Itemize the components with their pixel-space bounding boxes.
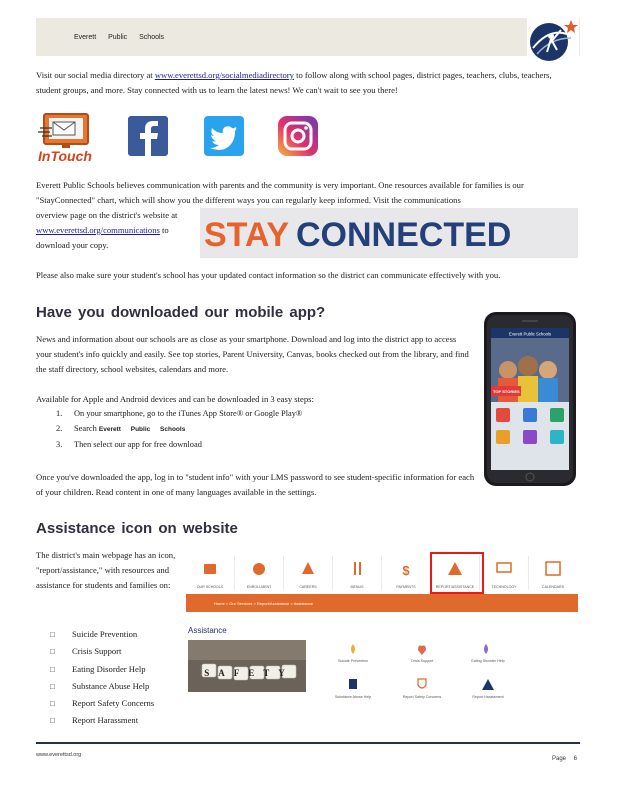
intro-text-before: Visit our social media directory at: [36, 70, 155, 80]
assistance-list: [50, 626, 154, 730]
stay-connected-text: Everett Public Schools believes communication with parents and the community is very important. One resources available for families is our "StayConnected" chart, which will show you the different ways you can regularly keep informed. Visit the communications: [36, 180, 524, 205]
app-paragraph-text: News and information about our schools are as close as your smartphone. Download and log into the district app to access your student's info quickly and easily. See top stories, Parent University, Canvas, books checked out from the library, and find the staff directory, school websites, calendars and more.: [36, 334, 469, 374]
footer-site: www.everettsd.org: [36, 752, 82, 758]
web-nav-label: PAYMENTS: [396, 585, 416, 589]
district-logo: [527, 16, 579, 64]
app-availability-text: Available for Apple and Android devices and can be downloaded in 3 easy steps:: [36, 394, 314, 404]
assistance-paragraph-text: The district's main webpage has an icon, "report/assistance," with resources and assistance for students and families on:: [36, 550, 176, 590]
assistance-list-item: [50, 678, 154, 695]
intouch-label: InTouch: [38, 148, 92, 164]
instagram-icon[interactable]: [276, 112, 320, 164]
web-link-label: Report Safety Concerns: [402, 695, 442, 699]
web-nav-label: OUR SCHOOLS: [196, 585, 224, 589]
bullet-icon: □: [50, 630, 55, 639]
facebook-icon[interactable]: [126, 112, 170, 164]
download-step: [56, 437, 302, 452]
header-school-name: Everett Public Schools: [74, 34, 165, 41]
web-link-label: Substance Abuse Help: [334, 695, 372, 699]
communications-after: to: [159, 225, 169, 235]
assistance-item-label: Report Harassment: [72, 715, 139, 726]
app-login-paragraph: [36, 470, 476, 500]
app-login-text: Once you've downloaded the app, log in to "student info" with your LMS password to see student-specific information for each of your children. Read content in one of many languages available in the settings.: [36, 472, 475, 497]
web-nav-label: TECHNOLOGY: [491, 585, 517, 589]
communications-overview-text: [36, 208, 198, 253]
assistance-item-label: Eating Disorder Help: [72, 663, 146, 674]
web-link-label: Eating Disorder Help: [471, 659, 505, 663]
bullet-icon: □: [50, 647, 55, 657]
assistance-item-label: Suicide Prevention: [72, 629, 138, 639]
bullet-icon: □: [50, 716, 55, 726]
assistance-item-label: Report Safety Concerns: [72, 698, 155, 709]
twitter-icon[interactable]: [202, 112, 246, 164]
web-nav-label: MENUS: [350, 585, 364, 589]
payments-icon: $: [402, 563, 410, 578]
web-link-label: Crisis Support: [410, 659, 434, 663]
app-section-heading: Have you downloaded our mobile app?: [36, 304, 326, 321]
download-steps-list: [56, 406, 302, 452]
update-contact-note: [36, 268, 584, 283]
banner-stay-text: STAY: [204, 216, 290, 254]
menus-icon: [354, 562, 356, 575]
bullet-icon: □: [50, 664, 55, 674]
web-nav-label: REPORT/ASSISTANCE: [435, 585, 475, 589]
bullet-icon: □: [50, 681, 55, 691]
step-text: Search: [74, 424, 99, 433]
web-link-label: Suicide Prevention: [338, 659, 368, 663]
assistance-list-item: [50, 695, 154, 712]
bullet-icon: □: [50, 699, 55, 709]
schools-icon: [204, 564, 216, 574]
stay-connected-paragraph: [36, 178, 578, 208]
step-text: Then select our app for free download: [74, 440, 202, 449]
stay-connected-banner: [200, 208, 578, 258]
header-bar: [36, 18, 580, 56]
step-number: 1.: [56, 409, 63, 418]
web-nav-label: CAREERS: [299, 585, 317, 589]
assistance-paragraph: [36, 548, 176, 593]
web-breadcrumb: Home > Our Services > Report/Assistance > Assistance: [214, 601, 314, 606]
website-screenshot: [186, 552, 578, 712]
step-number: 2.: [56, 424, 63, 433]
banner-connected-text: CONNECTED: [296, 216, 512, 254]
web-page-title: Assistance: [188, 626, 227, 635]
social-media-directory-link[interactable]: www.everettsd.org/socialmediadirectory: [154, 70, 294, 80]
phone-banner: TOP STORIES: [493, 389, 520, 394]
step-text: On your smartphone, go to the iTunes App Store® or Google Play®: [74, 409, 303, 418]
enrollment-icon: [253, 563, 265, 575]
footer-divider: [36, 742, 580, 744]
assistance-list-item: [50, 643, 154, 660]
intro-paragraph: [36, 68, 576, 98]
assistance-list-item: [50, 712, 154, 729]
step-search-term: Everett Public Schools: [98, 426, 186, 433]
app-paragraph: [36, 332, 474, 377]
phone-app-image: [484, 312, 576, 486]
safety-photo: [188, 640, 306, 692]
download-copy-text: download your copy.: [36, 240, 109, 250]
download-step: [56, 421, 302, 437]
web-nav-label: ENROLLMENT: [246, 585, 272, 589]
step-number: 3.: [56, 440, 63, 449]
intro-text-after: to follow along with school pages, district pages, teachers, clubs, teachers, student groups, and more. Stay connected with us to learn the latest news! We can't wait to see you there!: [36, 70, 552, 95]
communications-link[interactable]: www.everettsd.org/communications: [36, 225, 160, 235]
communications-line: overview page on the district's website at: [36, 210, 178, 220]
intouch-icon[interactable]: [36, 112, 100, 164]
safety-tiles-text: SAFETY: [204, 668, 294, 678]
web-nav-label: CALENDARS: [542, 585, 564, 589]
assistance-item-label: Crisis Support: [72, 646, 122, 657]
download-step: [56, 406, 302, 421]
assistance-section-heading: Assistance icon on website: [36, 520, 238, 537]
assistance-item-label: Substance Abuse Help: [72, 680, 150, 691]
web-link-label: Report Harassment: [472, 695, 504, 699]
assistance-list-item: [50, 661, 154, 678]
footer-page-number: Page 6: [552, 756, 578, 762]
substance-icon: [349, 679, 357, 689]
update-contact-text: Please also make sure your student's school has your updated contact information so the district can communicate effectively with you.: [36, 270, 501, 280]
assistance-list-item: [50, 626, 154, 643]
phone-screen-title: Everett Public Schools: [509, 331, 551, 337]
